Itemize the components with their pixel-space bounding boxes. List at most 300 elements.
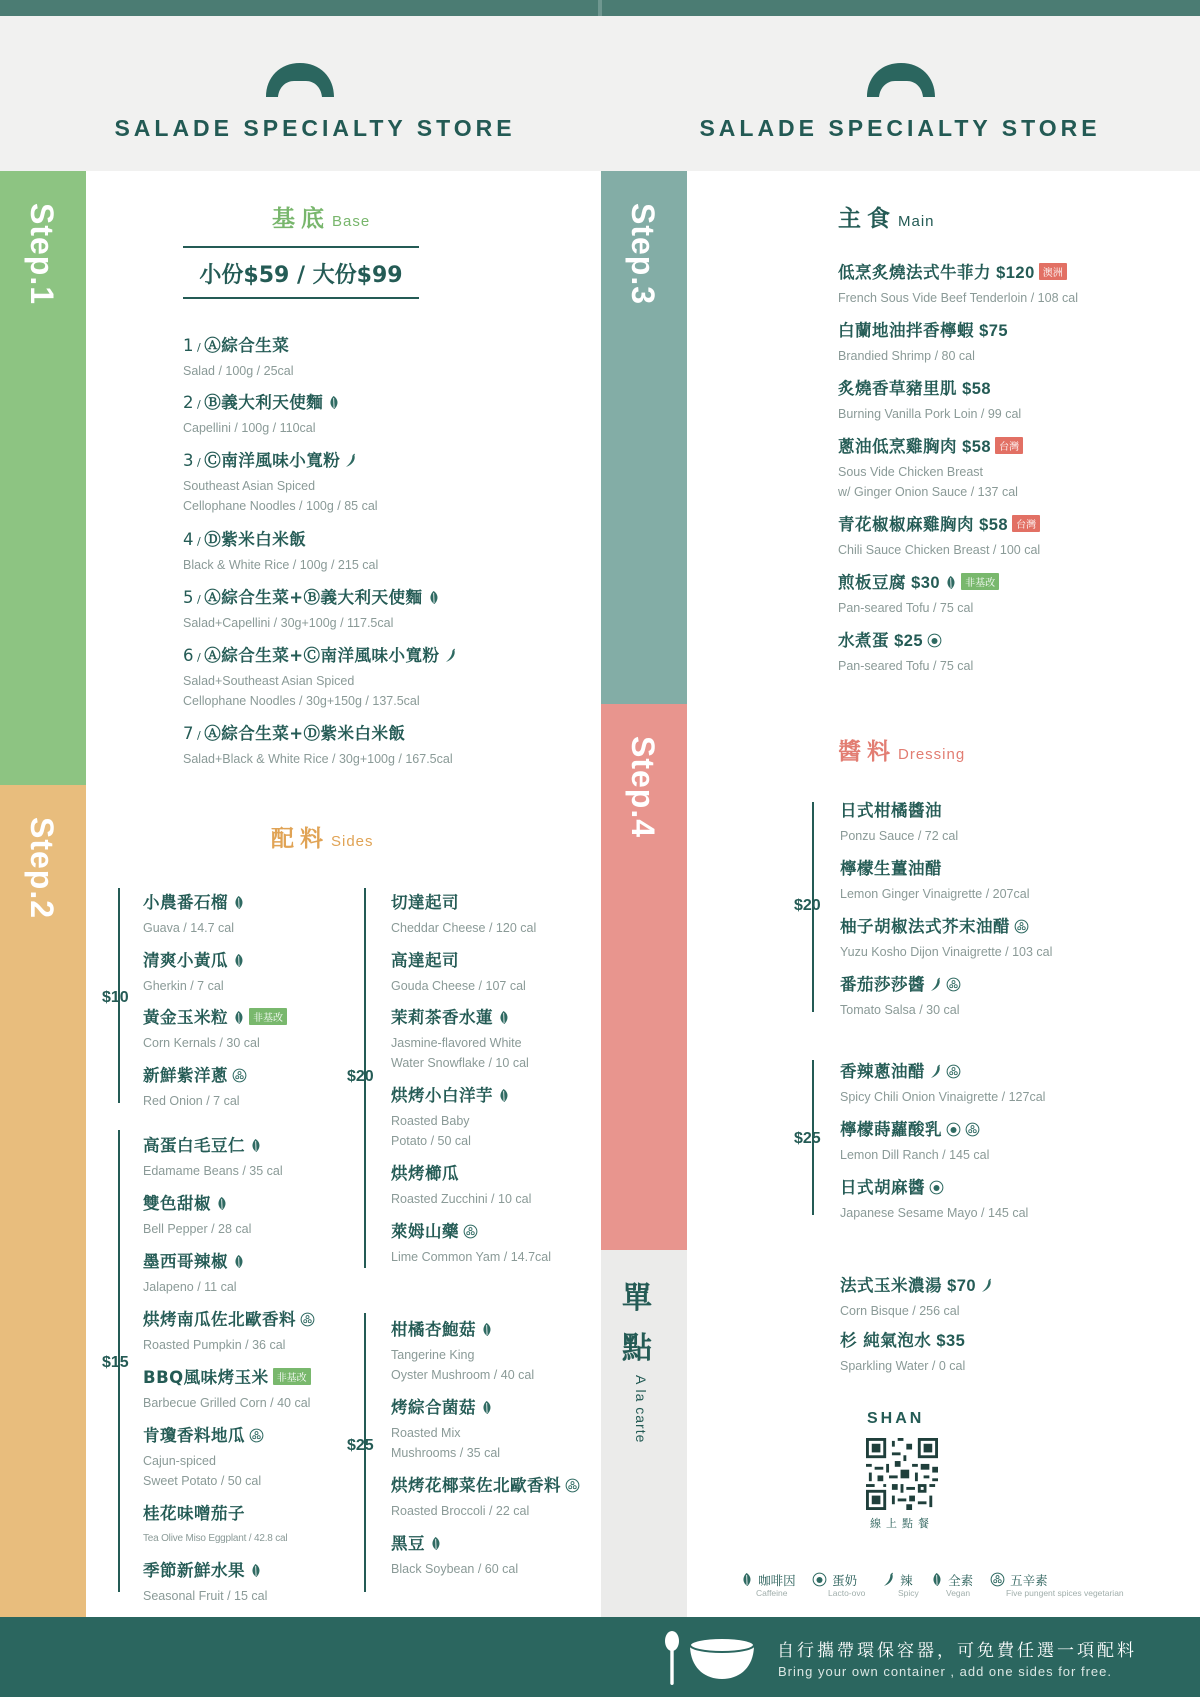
- desc-line: Black Soybean / 60 cal: [391, 1562, 519, 1576]
- base-item-desc: [183, 671, 457, 711]
- leaf-icon: [215, 1196, 228, 1211]
- main-item-desc: [838, 598, 999, 618]
- dressing-item-name: [840, 855, 1029, 879]
- chili-icon: [882, 1572, 895, 1587]
- store-logo-icon: [867, 63, 935, 97]
- item-name-text: 番茄莎莎醬: [840, 975, 925, 994]
- sides-item: [143, 1190, 251, 1239]
- desc-line: Water Snowflake / 10 cal: [391, 1056, 529, 1070]
- desc-line: Sparkling Water / 0 cal: [840, 1359, 966, 1373]
- item-name-text: Ⓑ義大利天使麵: [204, 393, 324, 412]
- sides-item: [143, 1557, 267, 1606]
- sides-item-desc: [391, 1033, 529, 1073]
- item-number: 1: [183, 336, 194, 355]
- base-item-desc: [183, 418, 340, 438]
- leaf-icon: [232, 1254, 245, 1269]
- bowl-icon: [688, 1637, 756, 1679]
- item-name-text: 檸檬蒔蘿酸乳: [840, 1120, 942, 1139]
- item-name-text: 蔥油低烹雞胸肉: [838, 437, 957, 456]
- item-slash: /: [197, 535, 202, 548]
- desc-line: Seasonal Fruit / 15 cal: [143, 1589, 268, 1603]
- footer: [0, 1617, 1200, 1697]
- dressing-item-desc: [840, 942, 1052, 962]
- main-item-desc: [838, 404, 1021, 424]
- item-name-text: 新鮮紫洋蔥: [143, 1066, 228, 1085]
- item-number: 4: [183, 530, 194, 549]
- dressing-price-25: $25: [794, 1130, 821, 1147]
- item-name-text: 黃金玉米粒: [143, 1008, 228, 1027]
- alacarte-item-name: [840, 1272, 993, 1296]
- sides-price-25: $25: [347, 1437, 374, 1454]
- qr-code-icon[interactable]: [866, 1438, 938, 1510]
- sides-item-desc: [143, 1529, 287, 1549]
- main-item: [838, 511, 1040, 560]
- leaf-icon: [232, 895, 245, 910]
- item-name-text: 杉 純氣泡水: [840, 1331, 932, 1350]
- chili-icon: [444, 648, 457, 663]
- sides-item-name: [391, 1004, 529, 1028]
- main-item-name: [838, 511, 1040, 535]
- desc-line: Roasted Zucchini / 10 cal: [391, 1192, 532, 1206]
- item-name-text: 烘烤南瓜佐北歐香料: [143, 1310, 296, 1329]
- leaf-icon: [480, 1322, 493, 1337]
- origin-badge: 非基改: [249, 1008, 287, 1025]
- dressing-item-desc: [840, 1145, 989, 1165]
- sides-item-name: [391, 1394, 500, 1418]
- dressing-item: [840, 1116, 989, 1165]
- item-name-text: 柑橘杏鮑菇: [391, 1320, 476, 1339]
- step-4-label: Step.4: [625, 736, 661, 839]
- main-item: [838, 433, 1023, 502]
- origin-badge: 澳洲: [1039, 263, 1067, 280]
- item-name-text: 香辣蔥油醋: [840, 1062, 925, 1081]
- desc-line: Tea Olive Miso Eggplant / 42.8 cal: [143, 1533, 288, 1544]
- sides-item-desc: [391, 1111, 510, 1151]
- desc-line: Corn Kernals / 30 cal: [143, 1036, 260, 1050]
- sides-item-desc: [391, 1189, 531, 1209]
- desc-line: Jalapeno / 11 cal: [143, 1280, 237, 1294]
- alacarte-item: [840, 1272, 993, 1321]
- desc-line: Southeast Asian Spiced: [183, 479, 316, 493]
- sides-item: [143, 1062, 247, 1111]
- item-name-text: Ⓐ綜合生菜+Ⓑ義大利天使麵: [204, 588, 423, 607]
- sides-item-desc: [143, 1161, 283, 1181]
- item-name-text: 肯瓊香料地瓜: [143, 1426, 245, 1445]
- five-pungent-icon: [990, 1572, 1005, 1587]
- base-item-desc: [183, 613, 440, 633]
- base-price-text: 小份$59 / 大份$99: [199, 263, 403, 288]
- sides-item: [391, 1316, 534, 1385]
- desc-line: Corn Bisque / 256 cal: [840, 1304, 960, 1318]
- alacarte-title-en: A la carte: [633, 1375, 649, 1444]
- dressing-item-name: [840, 971, 961, 995]
- leaf-icon: [232, 1010, 245, 1025]
- item-name-text: 低烹炙燒法式牛菲力: [838, 263, 991, 282]
- five-pungent-icon: [946, 977, 961, 992]
- sides-item-desc: [143, 1033, 287, 1053]
- leaf-icon: [480, 1400, 493, 1415]
- desc-line: Black & White Rice / 100g / 215 cal: [183, 558, 379, 572]
- item-number: 5: [183, 588, 194, 607]
- item-slash: /: [197, 593, 202, 606]
- order-brand: SHAN: [867, 1410, 925, 1427]
- spoon-icon: [664, 1631, 680, 1685]
- store-name: SALADE SPECIALTY STORE: [699, 115, 1101, 141]
- main-item-name: [838, 317, 1008, 341]
- sides-item-name: [391, 1316, 534, 1340]
- dressing-item-name: [840, 797, 958, 821]
- store-logo-icon: [266, 63, 334, 97]
- sides-item: [391, 1394, 500, 1463]
- desc-line: Gherkin / 7 cal: [143, 979, 224, 993]
- sides-item: [391, 1472, 580, 1521]
- base-item-name: [183, 447, 378, 471]
- desc-line: Yuzu Kosho Dijon Vinaigrette / 103 cal: [840, 945, 1053, 959]
- base-item: [183, 332, 294, 381]
- item-name-text: Ⓓ紫米白米飯: [204, 530, 307, 549]
- desc-line: Japanese Sesame Mayo / 145 cal: [840, 1206, 1029, 1220]
- item-slash: /: [197, 651, 202, 664]
- sides-item: [143, 947, 245, 996]
- item-name-text: 炙燒香草豬里肌: [838, 379, 957, 398]
- footer-text-en: Bring your own container , add one sides for free.: [778, 1664, 1112, 1679]
- item-name-text: BBQ風味烤玉米: [143, 1368, 269, 1387]
- desc-line: Potato / 50 cal: [391, 1134, 471, 1148]
- sides-item-name: [391, 1160, 531, 1184]
- item-name-text: 白蘭地油拌香檸蝦: [838, 321, 974, 340]
- sides-item-desc: [391, 1501, 580, 1521]
- desc-line: Ponzu Sauce / 72 cal: [840, 829, 959, 843]
- leaf-icon: [429, 1536, 442, 1551]
- legend-vegan: 全素 Vegan: [926, 1570, 973, 1589]
- desc-line: Cellophane Noodles / 30g+150g / 137.5cal: [183, 694, 420, 708]
- item-name-text: 烤綜合菌菇: [391, 1398, 476, 1417]
- item-name-text: 切達起司: [391, 893, 459, 912]
- sides-item-name: [143, 947, 245, 971]
- desc-line: Cajun-spiced: [143, 1454, 216, 1468]
- sides-item-desc: [391, 1345, 534, 1385]
- item-price: $70: [942, 1277, 977, 1295]
- base-item: [183, 642, 457, 711]
- main-item: [838, 375, 1021, 424]
- item-name-text: 季節新鮮水果: [143, 1561, 245, 1580]
- sides-item: [143, 1306, 315, 1355]
- five-pungent-icon: [463, 1224, 478, 1239]
- sides-item-desc: [143, 1393, 311, 1413]
- top-strip: [0, 0, 1200, 16]
- item-name-text: 日式胡麻醬: [840, 1178, 925, 1197]
- main-item-desc: [838, 288, 1078, 308]
- leaf-icon: [497, 1088, 510, 1103]
- five-pungent-icon: [946, 1064, 961, 1079]
- chili-icon: [929, 1064, 942, 1079]
- item-number: 2: [183, 393, 194, 412]
- sides-item-name: [143, 1132, 283, 1156]
- dressing-item: [840, 913, 1052, 962]
- item-number: 6: [183, 646, 194, 665]
- sides-item-desc: [391, 918, 536, 938]
- sides-price-10: $10: [102, 989, 129, 1006]
- base-item: [183, 526, 378, 575]
- item-price: $75: [974, 322, 1009, 340]
- item-name-text: 煎板豆腐: [838, 573, 906, 592]
- sides-item-name: [391, 1472, 580, 1496]
- item-name-text: 桂花味噌茄子: [143, 1504, 245, 1523]
- desc-line: Salad+Capellini / 30g+100g / 117.5cal: [183, 616, 394, 630]
- egg-icon: [946, 1122, 961, 1137]
- desc-line: Sous Vide Chicken Breast: [838, 465, 983, 479]
- leaf-icon: [427, 590, 440, 605]
- desc-line: Capellini / 100g / 110cal: [183, 421, 316, 435]
- desc-line: Sweet Potato / 50 cal: [143, 1474, 262, 1488]
- sides-item-desc: [143, 1451, 264, 1491]
- sides-item-name: [391, 1530, 518, 1554]
- five-pungent-icon: [232, 1068, 247, 1083]
- base-item: [183, 720, 453, 769]
- dressing-item: [840, 971, 961, 1020]
- base-item-desc: [183, 361, 294, 381]
- item-name-text: 黑豆: [391, 1534, 425, 1553]
- dressing-item-desc: [840, 884, 1029, 904]
- sides-item-name: [143, 889, 245, 913]
- base-item-name: [183, 526, 378, 550]
- leaf-icon: [327, 395, 340, 410]
- desc-line: Tangerine King: [391, 1348, 475, 1362]
- sides-item-name: [391, 889, 536, 913]
- main-item-desc: [838, 656, 973, 676]
- sides-item-desc: [143, 1091, 247, 1111]
- sides-price-20: $20: [347, 1068, 374, 1085]
- item-price: $58: [957, 380, 992, 398]
- legend-five-pungent: 五辛素 Five pungent spices vegetarian: [986, 1570, 1048, 1589]
- sides-item: [143, 1500, 287, 1549]
- desc-line: Roasted Broccoli / 22 cal: [391, 1504, 530, 1518]
- main-item-name: [838, 627, 973, 651]
- sides-item-desc: [143, 976, 245, 996]
- sides-item-name: [143, 1062, 247, 1086]
- sides-item-desc: [391, 1559, 518, 1579]
- base-item-desc: [183, 476, 378, 516]
- desc-line: Chili Sauce Chicken Breast / 100 cal: [838, 543, 1041, 557]
- base-item-name: [183, 720, 453, 744]
- main-item: [838, 627, 973, 676]
- leaf-icon: [930, 1572, 943, 1587]
- header-left: [0, 16, 600, 171]
- desc-line: Oyster Mushroom / 40 cal: [391, 1368, 535, 1382]
- sides-item-desc: [143, 1277, 245, 1297]
- five-pungent-icon: [1014, 919, 1029, 934]
- desc-line: Roasted Pumpkin / 36 cal: [143, 1338, 286, 1352]
- item-number: 7: [183, 724, 194, 743]
- leaf-icon: [497, 1010, 510, 1025]
- origin-badge: 非基改: [961, 573, 999, 590]
- sides-item-name: [143, 1306, 315, 1330]
- main-item-name: [838, 259, 1078, 283]
- main-item-desc: [838, 462, 1023, 502]
- item-name-text: 烘烤小白洋芋: [391, 1086, 493, 1105]
- item-slash: /: [197, 729, 202, 742]
- item-name-text: 雙色甜椒: [143, 1194, 211, 1213]
- sides-item-name: [143, 1422, 264, 1446]
- desc-line: Cellophane Noodles / 100g / 85 cal: [183, 499, 378, 513]
- item-slash: /: [197, 456, 202, 469]
- base-item-desc: [183, 555, 378, 575]
- qr-label: 線上點餐: [870, 1517, 934, 1530]
- main-item: [838, 317, 1008, 366]
- step-3-label: Step.3: [625, 203, 661, 306]
- desc-line: Brandied Shrimp / 80 cal: [838, 349, 975, 363]
- sides-item: [391, 1082, 510, 1151]
- dressing-item-name: [840, 1058, 1045, 1082]
- item-name-text: 法式玉米濃湯: [840, 1276, 942, 1295]
- dressing-item-desc: [840, 1000, 961, 1020]
- sides-item: [391, 1160, 531, 1209]
- item-name-text: 烘烤櫛瓜: [391, 1164, 459, 1183]
- desc-line: Pan-seared Tofu / 75 cal: [838, 659, 974, 673]
- legend-lacto-ovo: 蛋奶 Lacto-ovo: [808, 1570, 857, 1589]
- base-item-name: [183, 389, 340, 413]
- step-4-bar: [601, 704, 687, 1250]
- desc-line: Lemon Dill Ranch / 145 cal: [840, 1148, 990, 1162]
- item-name-text: 高達起司: [391, 951, 459, 970]
- alacarte-item: [840, 1327, 965, 1376]
- step-2-bar: [0, 785, 86, 1617]
- sides-item: [391, 1004, 529, 1073]
- sides-item-desc: [143, 918, 245, 938]
- chili-icon: [929, 977, 942, 992]
- sides-item: [391, 947, 526, 996]
- leaf-icon: [249, 1563, 262, 1578]
- sides-item: [391, 1218, 551, 1267]
- sides-item-desc: [391, 1423, 500, 1463]
- desc-line: Tomato Salsa / 30 cal: [840, 1003, 960, 1017]
- desc-line: Burning Vanilla Pork Loin / 99 cal: [838, 407, 1022, 421]
- dressing-item-desc: [840, 1087, 1045, 1107]
- desc-line: w/ Ginger Onion Sauce / 137 cal: [838, 485, 1018, 499]
- desc-line: Bell Pepper / 28 cal: [143, 1222, 252, 1236]
- main-title: 主食 Main: [838, 206, 935, 232]
- leaf-icon: [944, 575, 957, 590]
- desc-line: Spicy Chili Onion Vinaigrette / 127cal: [840, 1090, 1046, 1104]
- sides-item-name: [143, 1364, 311, 1388]
- sides-item-name: [391, 1082, 510, 1106]
- item-name-text: 高蛋白毛豆仁: [143, 1136, 245, 1155]
- dressing-item-name: [840, 913, 1052, 937]
- dressing-item: [840, 1174, 1028, 1223]
- sides-item-name: [143, 1004, 287, 1028]
- desc-line: French Sous Vide Beef Tenderloin / 108 cal: [838, 291, 1078, 305]
- item-name-text: 檸檬生薑油醋: [840, 859, 942, 878]
- alacarte-item-desc: [840, 1356, 965, 1376]
- desc-line: Salad+Black & White Rice / 30g+100g / 167.5cal: [183, 752, 453, 766]
- legend-spicy: 辣 Spicy: [878, 1570, 913, 1589]
- item-price: $25: [889, 632, 924, 650]
- icon-legend: [736, 1570, 1200, 1602]
- item-number: 3: [183, 451, 194, 470]
- dressing-item-name: [840, 1174, 1028, 1198]
- item-price: $120: [991, 264, 1035, 282]
- main-item: [838, 569, 999, 618]
- item-name-text: 小農番石榴: [143, 893, 228, 912]
- main-item: [838, 259, 1078, 308]
- desc-line: Red Onion / 7 cal: [143, 1094, 240, 1108]
- sides-price-15: $15: [102, 1354, 129, 1371]
- sides-item: [143, 1004, 287, 1053]
- item-price: $35: [931, 1332, 966, 1350]
- origin-badge: 非基改: [273, 1368, 311, 1385]
- item-name-text: 墨西哥辣椒: [143, 1252, 228, 1271]
- sides-item: [143, 1132, 283, 1181]
- leaf-icon: [249, 1138, 262, 1153]
- desc-line: Salad+Southeast Asian Spiced: [183, 674, 355, 688]
- item-name-text: Ⓒ南洋風味小寬粉: [204, 451, 341, 470]
- sides-item-name: [143, 1190, 251, 1214]
- base-item: [183, 447, 378, 516]
- step-2-label: Step.2: [24, 817, 60, 920]
- item-price: $30: [906, 574, 941, 592]
- base-item: [183, 389, 340, 438]
- desc-line: Mushrooms / 35 cal: [391, 1446, 501, 1460]
- desc-line: Gouda Cheese / 107 cal: [391, 979, 526, 993]
- sides-title: 配料 Sides: [271, 826, 374, 852]
- sides-item: [143, 1248, 245, 1297]
- sides-item-desc: [391, 1247, 551, 1267]
- dressing-item: [840, 1058, 1045, 1107]
- desc-line: Roasted Mix: [391, 1426, 461, 1440]
- base-item-name: [183, 584, 440, 608]
- desc-line: Edamame Beans / 35 cal: [143, 1164, 283, 1178]
- alacarte-item-desc: [840, 1301, 993, 1321]
- five-pungent-icon: [965, 1122, 980, 1137]
- desc-line: Pan-seared Tofu / 75 cal: [838, 601, 974, 615]
- desc-line: Roasted Baby: [391, 1114, 470, 1128]
- main-item-name: [838, 433, 1023, 457]
- item-name-text: 茉莉茶香水蓮: [391, 1008, 493, 1027]
- step-1-bar: [0, 171, 86, 785]
- item-price: $58: [974, 516, 1009, 534]
- step-3-bar: [601, 171, 687, 704]
- alacarte-item-name: [840, 1327, 965, 1351]
- desc-line: Salad / 100g / 25cal: [183, 364, 294, 378]
- sides-item-desc: [143, 1335, 315, 1355]
- base-item: [183, 584, 440, 633]
- item-name-text: Ⓐ綜合生菜: [204, 336, 290, 355]
- dressing-item-name: [840, 1116, 989, 1140]
- five-pungent-icon: [300, 1312, 315, 1327]
- desc-line: Jasmine-flavored White: [391, 1036, 522, 1050]
- sides-item-name: [143, 1248, 245, 1272]
- item-price: $58: [957, 438, 992, 456]
- sides-item: [143, 889, 245, 938]
- item-name-text: 水煮蛋: [838, 631, 889, 650]
- desc-line: Cheddar Cheese / 120 cal: [391, 921, 537, 935]
- sides-item: [391, 889, 536, 938]
- item-name-text: Ⓐ綜合生菜+Ⓓ紫米白米飯: [204, 724, 406, 743]
- sides-item-desc: [391, 976, 526, 996]
- chili-icon: [980, 1278, 993, 1293]
- dressing-item-desc: [840, 1203, 1028, 1223]
- footer-text-zh: 自行攜帶環保容器，可免費任選一項配料: [777, 1641, 1137, 1661]
- sides-item-name: [143, 1557, 267, 1581]
- desc-line: Barbecue Grilled Corn / 40 cal: [143, 1396, 311, 1410]
- legend-caffeine: 咖啡因 Caffeine: [736, 1570, 796, 1589]
- item-name-text: 烘烤花椰菜佐北歐香料: [391, 1476, 561, 1495]
- item-slash: /: [197, 341, 202, 354]
- desc-line: Guava / 14.7 cal: [143, 921, 235, 935]
- base-title: 基底 Base: [272, 206, 371, 232]
- leaf-dark-icon: [740, 1572, 753, 1587]
- dressing-title: 醬料 Dressing: [838, 739, 966, 765]
